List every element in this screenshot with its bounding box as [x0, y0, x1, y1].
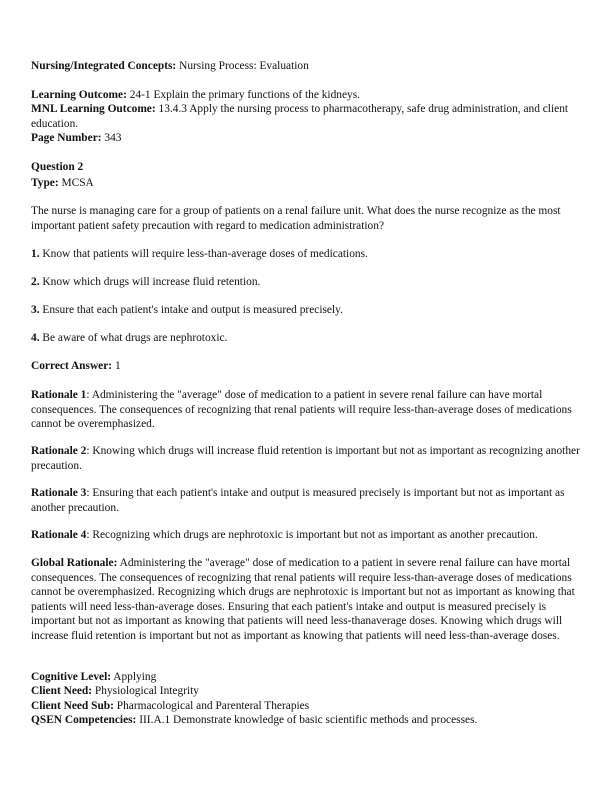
rationale-label: Rationale 3: [31, 487, 87, 499]
rationale-text: : Administering the "average" dose of medication to a patient in severe renal failure can have mortal consequences. The consequences of recognizing that renal patients will require less-than-average doses of medications cannot be overemphasized.: [31, 389, 572, 430]
option-text: Be aware of what drugs are nephrotoxic.: [42, 332, 228, 344]
rationale-text: : Recognizing which drugs are nephrotoxic is important but not as important as another precaution.: [86, 529, 538, 541]
client-need-sub-value: Pharmacological and Parenteral Therapies: [116, 700, 310, 712]
page-number-value: 343: [104, 132, 122, 144]
client-need-sub-line: [31, 699, 309, 714]
rationale-label: Rationale 4: [31, 529, 87, 541]
option-text: Ensure that each patient's intake and output is measured precisely.: [42, 304, 343, 316]
correct-answer-label: Correct Answer:: [31, 360, 113, 372]
qsen-label: QSEN Competencies:: [31, 714, 137, 726]
option-number: 1.: [31, 248, 40, 260]
question-type-label: Type:: [31, 177, 59, 189]
correct-answer-line: [31, 359, 121, 374]
learning-outcome-label: Learning Outcome:: [31, 89, 127, 101]
mnl-outcome-line: [31, 102, 579, 131]
page-number-line: [31, 131, 122, 146]
learning-outcome-value: 24-1 Explain the primary functions of the kidneys.: [129, 89, 361, 101]
cognitive-level-value: Applying: [113, 671, 157, 683]
rationale-2: [31, 444, 581, 473]
option-2: [31, 275, 260, 290]
option-1: [31, 247, 368, 262]
global-rationale: [31, 556, 581, 643]
rationale-4: [31, 528, 581, 543]
global-rationale-text: Administering the "average" dose of medication to a patient in severe renal failure can have mortal consequences. The consequences of recognizing that renal patients will require less-than-average doses of medications cannot be overemphasized. Recognizing which drugs are nephrotoxic is important but not as important as knowing that patients will need less-than-average doses. Ensuring that each patient's intake and output is measured precisely is important but not as important as knowing that patients will need less-thanaverage doses. Knowing which drugs will increase fluid retention is important but not as important as knowing that patients will need less-than-average doses.: [31, 557, 575, 642]
option-3: [31, 303, 343, 318]
question-type-value: MCSA: [61, 177, 94, 189]
question-title: Question 2: [31, 161, 84, 173]
client-need-value: Physiological Integrity: [94, 685, 200, 697]
concepts-line: [31, 59, 309, 74]
client-need-sub-label: Client Need Sub:: [31, 700, 114, 712]
qsen-line: [31, 713, 477, 728]
mnl-outcome-label: MNL Learning Outcome:: [31, 103, 156, 115]
rationale-1: [31, 388, 581, 432]
option-number: 2.: [31, 276, 40, 288]
client-need-line: [31, 684, 199, 699]
rationale-3: [31, 486, 581, 515]
question-stem: The nurse is managing care for a group of patients on a renal failure unit. What does the nurse recognize as the most important patient safety precaution with regard to medication administration?: [31, 205, 561, 232]
concepts-value: Nursing Process: Evaluation: [179, 60, 309, 72]
rationale-label: Rationale 2: [31, 445, 87, 457]
mnl-outcome-value: 13.4.3 Apply the nursing process to pharmacotherapy, safe drug administration, and client education.: [31, 103, 569, 130]
option-4: [31, 331, 227, 346]
concepts-label: Nursing/Integrated Concepts:: [31, 60, 177, 72]
correct-answer-value: 1: [114, 360, 121, 372]
option-number: 4.: [31, 332, 40, 344]
cognitive-level-line: [31, 670, 156, 685]
question-type-line: [31, 176, 94, 191]
page-number-label: Page Number:: [31, 132, 102, 144]
learning-outcome-line: [31, 88, 360, 103]
qsen-value: III.A.1 Demonstrate knowledge of basic scientific methods and processes.: [139, 714, 478, 726]
option-text: Know that patients will require less-than-average doses of medications.: [42, 248, 368, 260]
rationale-label: Rationale 1: [31, 389, 87, 401]
global-rationale-label: Global Rationale:: [31, 557, 118, 569]
client-need-label: Client Need:: [31, 685, 93, 697]
option-number: 3.: [31, 304, 40, 316]
cognitive-level-label: Cognitive Level:: [31, 671, 112, 683]
rationale-text: : Ensuring that each patient's intake and output is measured precisely is important but not as important as another precaution.: [31, 487, 565, 514]
rationale-text: : Knowing which drugs will increase fluid retention is important but not as important as recognizing another precaution.: [31, 445, 580, 472]
option-text: Know which drugs will increase fluid retention.: [42, 276, 261, 288]
